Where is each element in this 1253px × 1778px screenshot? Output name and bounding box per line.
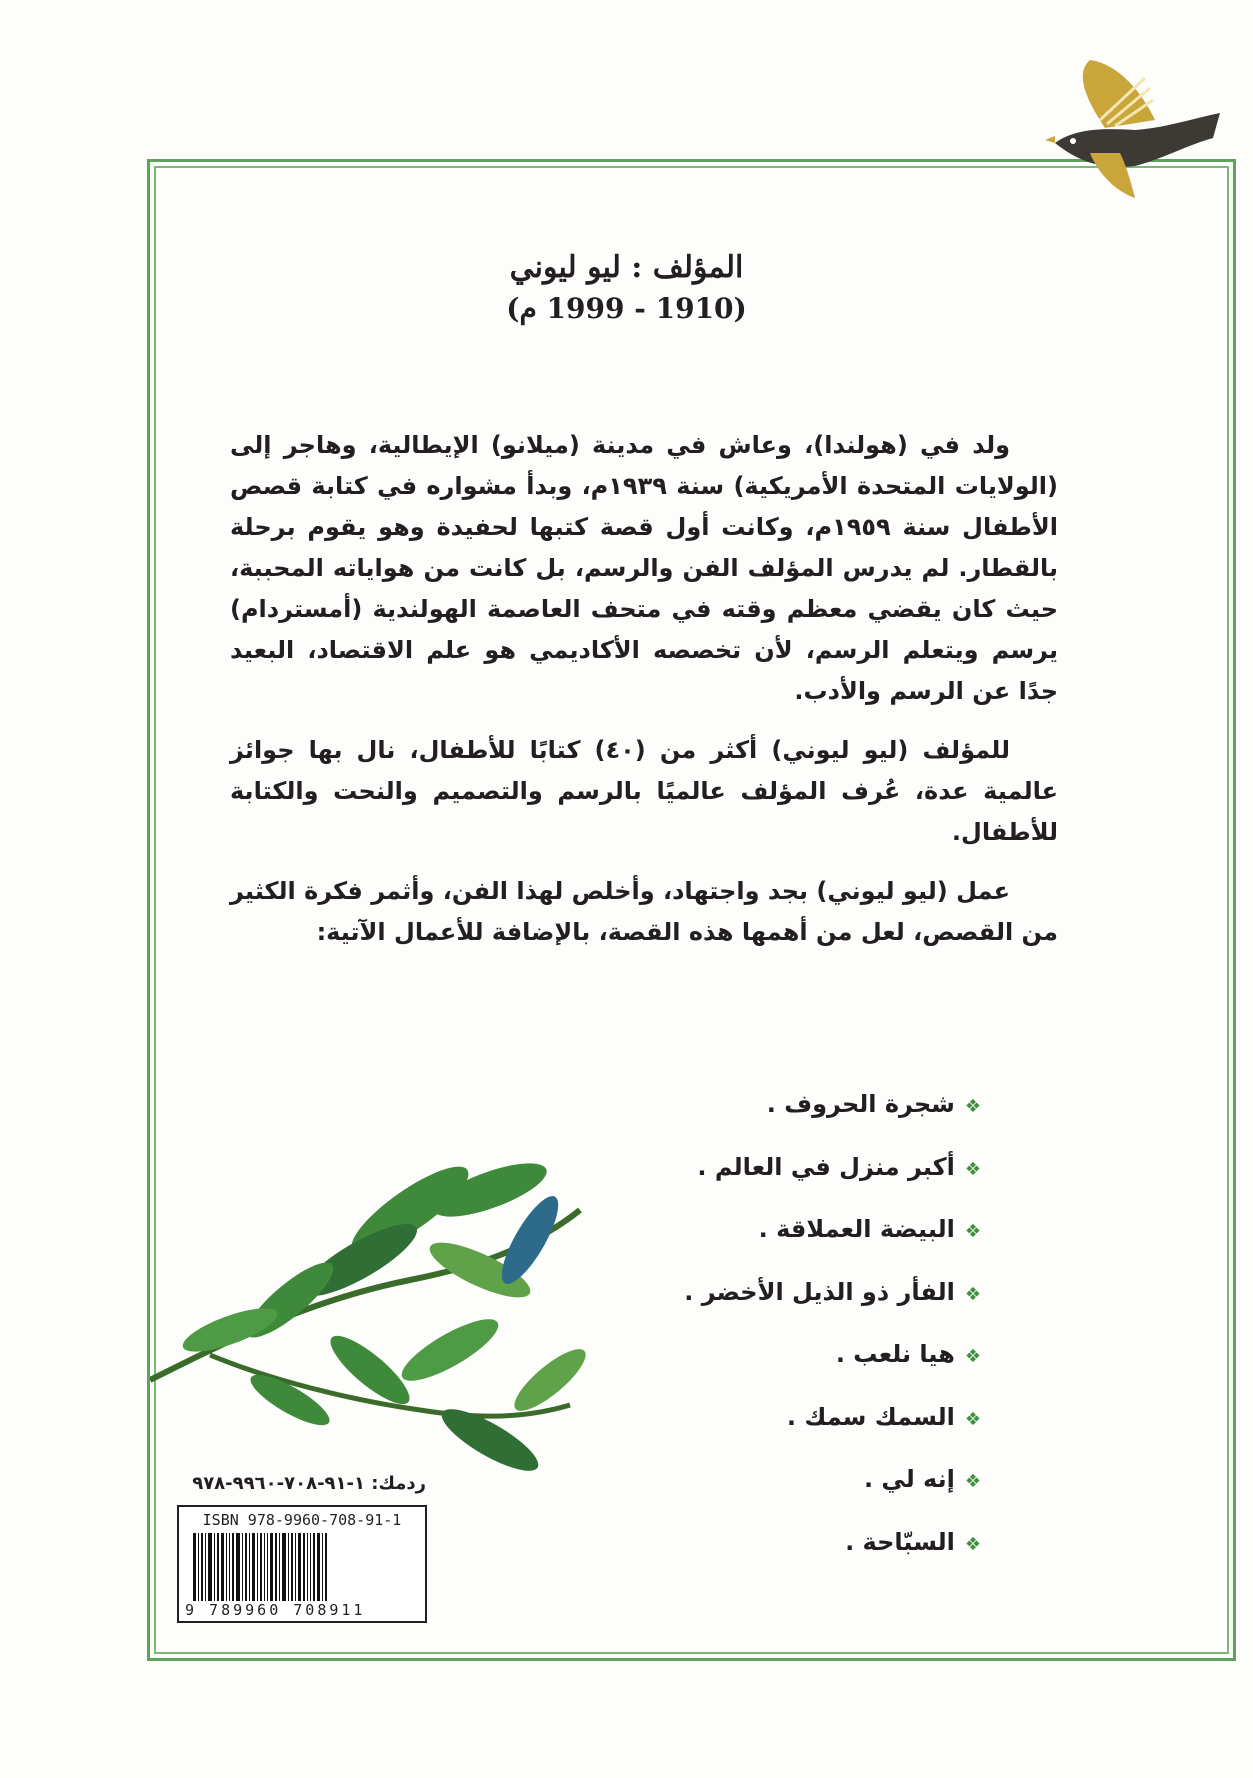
barcode-bars (193, 1533, 411, 1601)
barcode-bar (217, 1533, 219, 1601)
bio-paragraph: للمؤلف (ليو ليوني) أكثر من (٤٠) كتابًا للأطفال، نال بها جوائز عالمية عدة، عُرف المؤلف عالميًا بالرسم والتصميم والنحت والكتابة للأطفال. (230, 736, 1058, 846)
list-item: ❖السمك سمك . (786, 1402, 981, 1431)
barcode-bar (267, 1533, 268, 1601)
barcode-bar (252, 1533, 255, 1601)
barcode-bar (291, 1533, 293, 1601)
barcode-bar (201, 1533, 203, 1601)
barcode-bar (317, 1533, 320, 1601)
bullet-icon: ❖ (964, 1533, 981, 1555)
barcode-bar (242, 1533, 243, 1601)
barcode-bar (232, 1533, 234, 1601)
barcode-bar (282, 1533, 286, 1601)
barcode-bar (270, 1533, 273, 1601)
barcode-bar (208, 1533, 212, 1601)
barcode-bar (275, 1533, 277, 1601)
bullet-icon: ❖ (964, 1408, 981, 1430)
bird-illustration (1045, 58, 1225, 203)
barcode-bar (226, 1533, 227, 1601)
author-dates: (1910 - 1999 م) (506, 292, 747, 325)
list-item: ❖أكبر منزل في العالم . (697, 1152, 981, 1181)
barcode-digits: 9 789960 708911 (185, 1601, 366, 1619)
bio-paragraph: ولد في (هولندا)، وعاش في مدينة (ميلانو) الإيطالية، وهاجر إلى (الولايات المتحدة الأمريكية) سنة ١٩٣٩م، وبدأ مشواره في كتابة قصص الأطفال سنة ١٩٥٩م، وكانت أول قصة كتبها لحفيدة وهو يقوم برحلة بالقطار. لم يدرس المؤلف الفن والرسم، بل كانت من هواياته المحببة، حيث كان يقضي معظم وقته في متحف العاصمة الهولندية (أمستردام) يرسم ويتعلم الرسم، لأن تخصصه الأكاديمي هو علم الاقتصاد، البعيد جدًا عن الرسم والأدب. (230, 431, 1058, 705)
barcode-bar (322, 1533, 323, 1601)
barcode-bar (279, 1533, 280, 1601)
bullet-icon: ❖ (964, 1158, 981, 1180)
barcode-bar (298, 1533, 301, 1601)
bullet-icon: ❖ (964, 1221, 981, 1242)
bullet-icon: ❖ (964, 1096, 981, 1117)
bio-paragraph: عمل (ليو ليوني) بجد واجتهاد، وأخلص لهذا الفن، وأثمر فكرة الكثير من القصص، لعل من أهمها هذه القصة، بالإضافة للأعمال الآتية: (230, 877, 1058, 946)
barcode-bar (229, 1533, 230, 1601)
bullet-icon: ❖ (964, 1283, 981, 1305)
isbn-arabic: ردمك: ١-٩١-٧٠٨-٩٩٦٠-٩٧٨ (192, 1473, 426, 1494)
barcode-bar (221, 1533, 224, 1601)
barcode-bar (198, 1533, 199, 1601)
list-item: ❖الفأر ذو الذيل الأخضر . (684, 1277, 981, 1306)
barcode-bar (193, 1533, 196, 1601)
barcode-bar (257, 1533, 258, 1601)
barcode-bar (214, 1533, 215, 1601)
barcode-bar (236, 1533, 240, 1601)
leaf-branch-illustration (150, 1150, 590, 1480)
barcode-bar (307, 1533, 308, 1601)
list-item: ❖البيضة العملاقة . (758, 1215, 981, 1243)
list-item: ❖السبّاحة . (845, 1527, 981, 1556)
author-title: المؤلف : ليو ليوني (509, 250, 744, 285)
barcode-bar (295, 1533, 296, 1601)
barcode-bar (288, 1533, 289, 1601)
barcode-bar (303, 1533, 305, 1601)
bullet-icon: ❖ (964, 1471, 981, 1492)
list-item: ❖إنه لي . (863, 1465, 981, 1493)
barcode-bar (205, 1533, 206, 1601)
barcode-bar (260, 1533, 262, 1601)
barcode-bar (310, 1533, 311, 1601)
biography (230, 425, 1058, 971)
barcode (177, 1505, 427, 1623)
barcode-bar (245, 1533, 247, 1601)
barcode-bar (249, 1533, 250, 1601)
barcode-bar (313, 1533, 315, 1601)
barcode-bar (325, 1533, 327, 1601)
list-item: ❖شجرة الحروف . (766, 1090, 981, 1118)
barcode-bar (264, 1533, 265, 1601)
isbn-label: ISBN 978-9960-708-91-1 (202, 1511, 402, 1529)
bullet-icon: ❖ (964, 1346, 981, 1367)
list-item: ❖هيا نلعب . (835, 1340, 981, 1368)
works-list (684, 1084, 981, 1584)
